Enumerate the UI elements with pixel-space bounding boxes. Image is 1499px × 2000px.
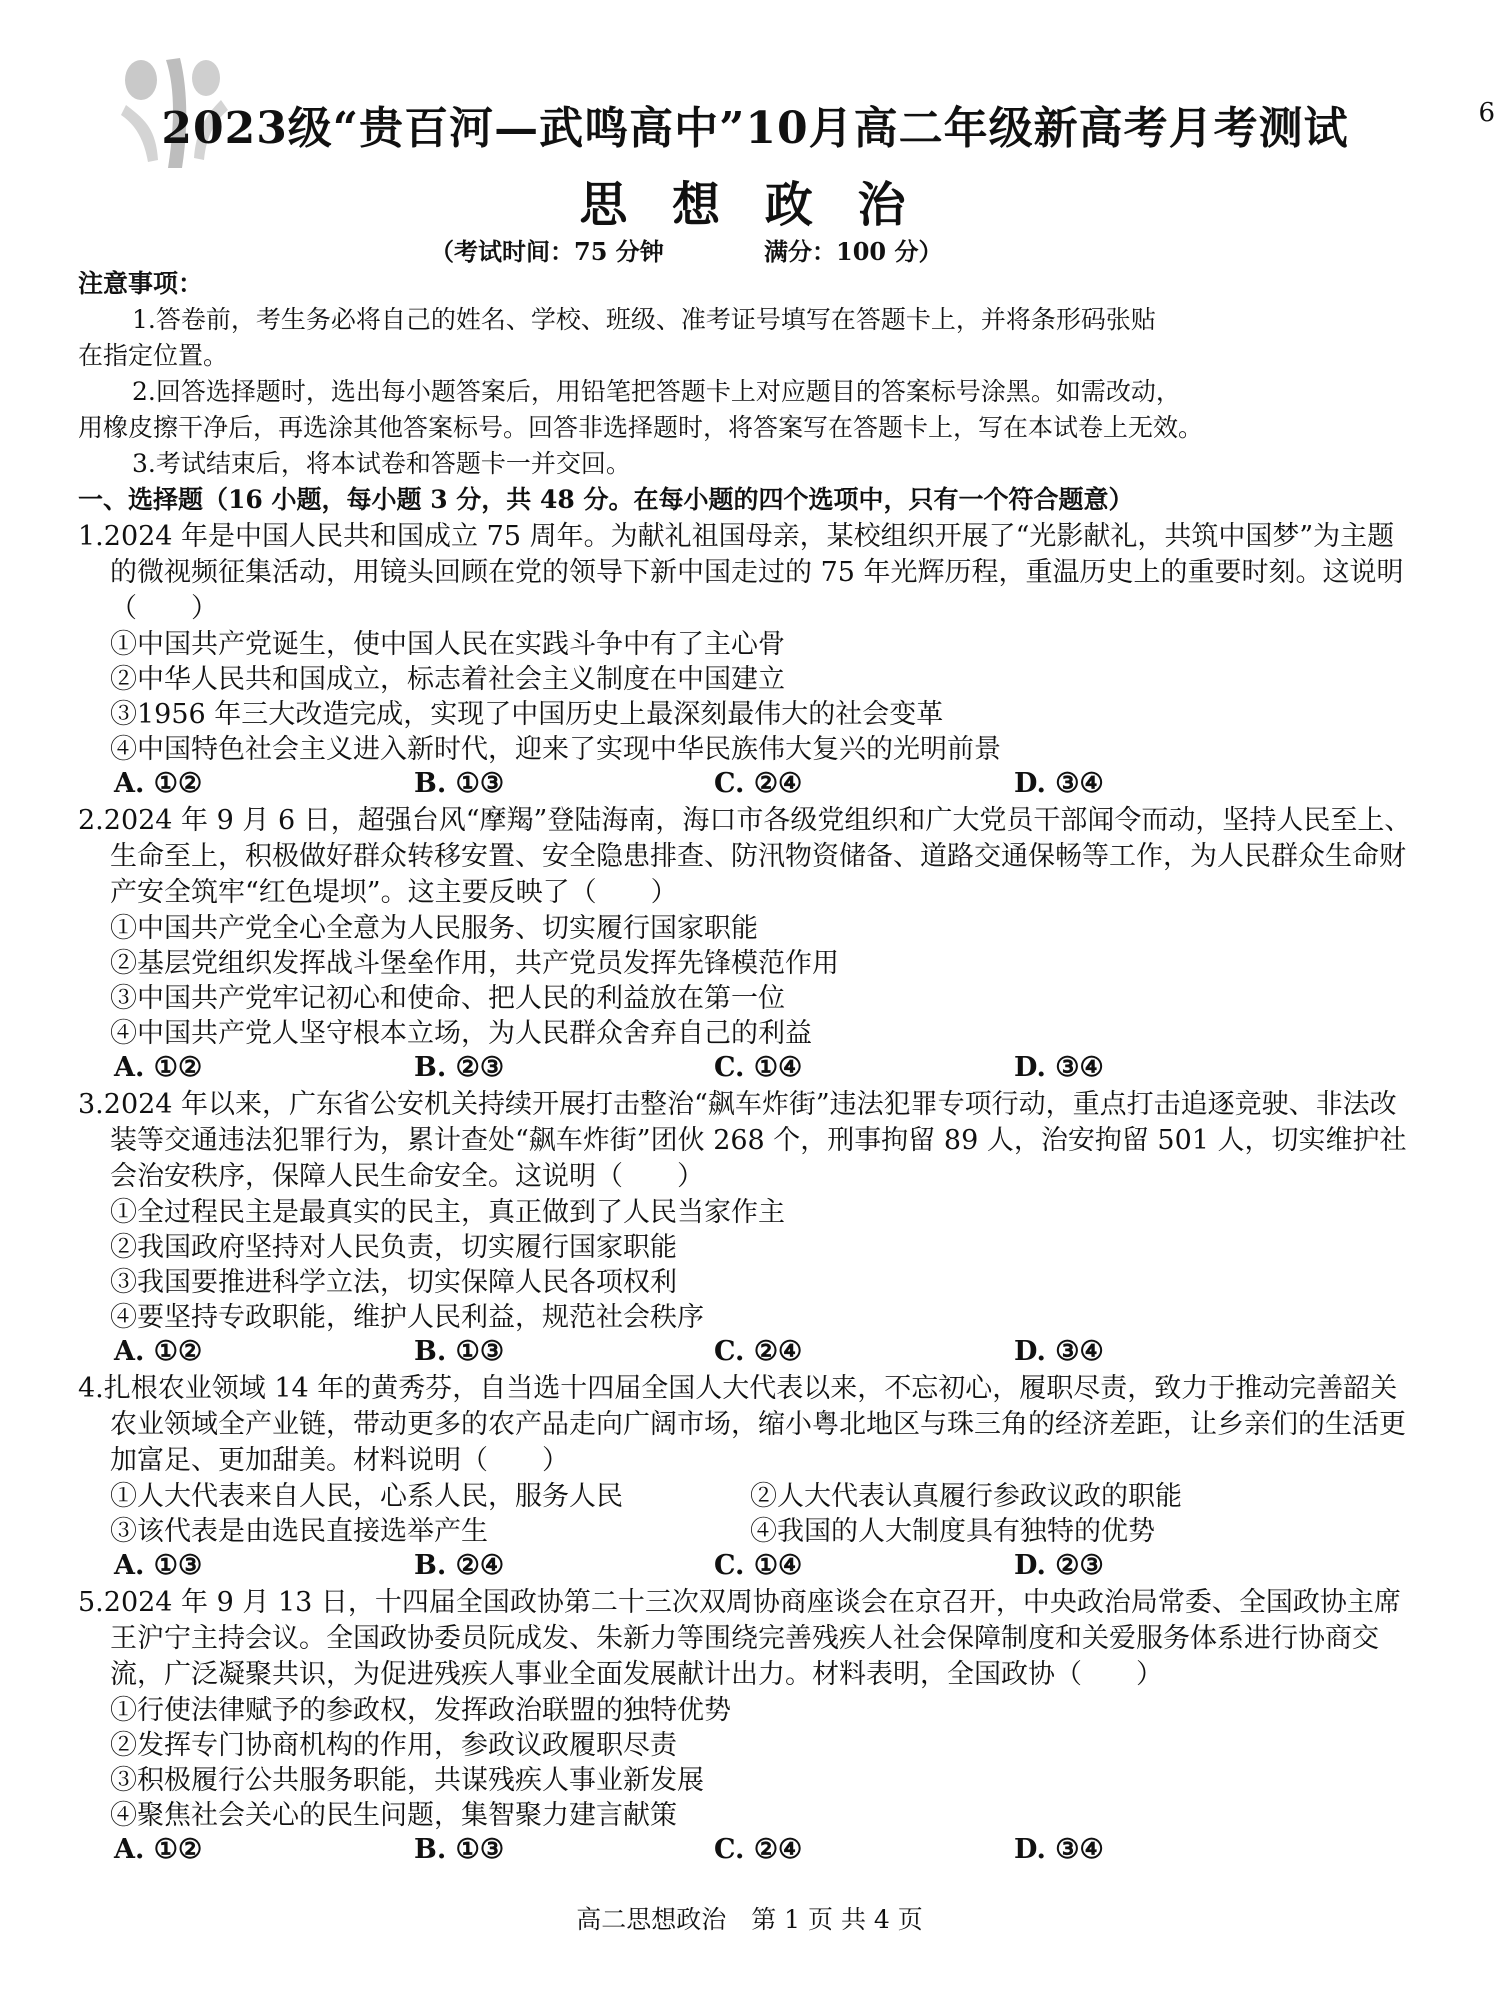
- answer-options: [78, 767, 1418, 801]
- page-footer: 高二思想政治 第 1 页 共 4 页: [576, 1905, 923, 1934]
- option-c: C. ②④: [714, 1834, 803, 1865]
- option-b: B. ①③: [414, 768, 505, 799]
- statement: ②基层党组织发挥战斗堡垒作用，共产党员发挥先锋模范作用: [110, 948, 839, 979]
- notice-item: 用橡皮擦干净后，再选涂其他答案标号。回答非选择题时，将答案写在答题卡上，写在本试卷上无效。: [78, 413, 1204, 442]
- option-b: B. ①③: [414, 1834, 505, 1865]
- answer-options: [78, 1335, 1418, 1369]
- statement: ④中国特色社会主义进入新时代，迎来了实现中华民族伟大复兴的光明前景: [110, 734, 1001, 765]
- option-b: B. ①③: [414, 1336, 505, 1367]
- statement: ④聚焦社会关心的民生问题，集智聚力建言献策: [110, 1800, 677, 1831]
- option-d: D. ③④: [1014, 1336, 1104, 1367]
- statement: ②我国政府坚持对人民负责，切实履行国家职能: [110, 1232, 677, 1263]
- page-edge-mark: 6: [1478, 98, 1495, 128]
- option-a: A. ①②: [114, 1336, 203, 1367]
- option-d: D. ③④: [1014, 1052, 1104, 1083]
- exam-info: [430, 232, 942, 267]
- question-stem: 2.2024 年 9 月 6 日，超强台风“摩羯”登陆海南，海口市各级党组织和广大党员干部闻令而动，坚持人民至上、生命至上，积极做好群众转移安置、安全隐患排查、防汛物资储备、道路交通保畅等工作，为人民群众生命财产安全筑牢“红色堤坝”。这主要反映了（ ）: [78, 805, 1412, 908]
- option-c: C. ①④: [714, 1052, 803, 1083]
- notice-item: 3.考试结束后，将本试卷和答题卡一并交回。: [132, 449, 631, 478]
- option-d: D. ②③: [1014, 1550, 1104, 1581]
- exam-time: （考试时间：75 分钟: [430, 237, 664, 266]
- option-b: B. ②④: [414, 1550, 505, 1581]
- option-a: A. ①③: [114, 1550, 203, 1581]
- question-5: [78, 1585, 1418, 1867]
- statement: ④我国的人大制度具有独特的优势: [750, 1516, 1155, 1547]
- notice-item: 1.答卷前，考生务必将自己的姓名、学校、班级、准考证号填写在答题卡上，并将条形码张贴: [132, 305, 1156, 334]
- exam-content: [78, 266, 1418, 1867]
- question-1: [78, 519, 1418, 801]
- statement: ①中国共产党诞生，使中国人民在实践斗争中有了主心骨: [110, 629, 785, 660]
- option-c: C. ①④: [714, 1550, 803, 1581]
- answer-options: [78, 1833, 1418, 1867]
- statement: ④中国共产党人坚守根本立场，为人民群众舍弃自己的利益: [110, 1018, 812, 1049]
- statement: ①中国共产党全心全意为人民服务、切实履行国家职能: [110, 913, 758, 944]
- statement: ③1956 年三大改造完成，实现了中国历史上最深刻最伟大的社会变革: [110, 699, 944, 730]
- question-2: [78, 803, 1418, 1085]
- statement: ②中华人民共和国成立，标志着社会主义制度在中国建立: [110, 664, 785, 695]
- statement: ③积极履行公共服务职能，共谋残疾人事业新发展: [110, 1765, 704, 1796]
- option-a: A. ①②: [114, 1052, 203, 1083]
- subject-title: 思 想 政 治: [579, 177, 920, 233]
- question-stem: 4.扎根农业领域 14 年的黄秀芬，自当选十四届全国人大代表以来，不忘初心，履职尽责，致力于推动完善韶关农业领域全产业链，带动更多的农产品走向广阔市场，缩小粤北地区与珠三角的经济差距，让乡亲们的生活更加富足、更加甜美。材料说明（ ）: [78, 1373, 1406, 1476]
- section-heading: 一、选择题（16 小题，每小题 3 分，共 48 分。在每小题的四个选项中，只有一个符合题意）: [78, 485, 1134, 514]
- answer-options: [78, 1051, 1418, 1085]
- option-c: C. ②④: [714, 768, 803, 799]
- notice-item: 2.回答选择题时，选出每小题答案后，用铅笔把答题卡上对应题目的答案标号涂黑。如需改动，: [132, 377, 1181, 406]
- option-b: B. ②③: [414, 1052, 505, 1083]
- statement: ②发挥专门协商机构的作用，参政议政履职尽责: [110, 1730, 677, 1761]
- statement: ③该代表是由选民直接选举产生: [110, 1516, 488, 1547]
- option-d: D. ③④: [1014, 1834, 1104, 1865]
- option-c: C. ②④: [714, 1336, 803, 1367]
- statement: ①行使法律赋予的参政权，发挥政治联盟的独特优势: [110, 1695, 731, 1726]
- notice-section: [78, 266, 1418, 482]
- statement: ③我国要推进科学立法，切实保障人民各项权利: [110, 1267, 677, 1298]
- statement: ③中国共产党牢记初心和使命、把人民的利益放在第一位: [110, 983, 785, 1014]
- question-4: [78, 1371, 1418, 1583]
- notice-item: 在指定位置。: [78, 341, 229, 370]
- full-score: 满分：100 分）: [764, 237, 943, 266]
- statement-row: [78, 1479, 1418, 1514]
- statement: ①全过程民主是最真实的民主，真正做到了人民当家作主: [110, 1197, 785, 1228]
- answer-options: [78, 1549, 1418, 1583]
- statement-row: [78, 1514, 1418, 1549]
- question-stem: 5.2024 年 9 月 13 日，十四届全国政协第二十三次双周协商座谈会在京召开，中央政治局常委、全国政协主席王沪宁主持会议。全国政协委员阮成发、朱新力等围绕完善残疾人社会保障制度和关爱服务体系进行协商交流，广泛凝聚共识，为促进残疾人事业全面发展献计出力。材料表明，全国政协（ ）: [78, 1587, 1401, 1690]
- option-d: D. ③④: [1014, 768, 1104, 799]
- option-a: A. ①②: [114, 1834, 203, 1865]
- question-3: [78, 1087, 1418, 1369]
- statement: ①人大代表来自人民，心系人民，服务人民: [110, 1481, 623, 1512]
- exam-title: 2023级“贵百河—武鸣高中”10月高二年级新高考月考测试: [161, 103, 1349, 154]
- notice-heading: 注意事项：: [78, 269, 204, 298]
- statement: ④要坚持专政职能，维护人民利益，规范社会秩序: [110, 1302, 704, 1333]
- statement: ②人大代表认真履行参政议政的职能: [750, 1481, 1182, 1512]
- question-stem: 1.2024 年是中国人民共和国成立 75 周年。为献礼祖国母亲，某校组织开展了“光影献礼，共筑中国梦”为主题的微视频征集活动，用镜头回顾在党的领导下新中国走过的 75 年光辉历程，重温历史上的重要时刻。这说明（ ）: [78, 521, 1404, 624]
- option-a: A. ①②: [114, 768, 203, 799]
- question-stem: 3.2024 年以来，广东省公安机关持续开展打击整治“飙车炸街”违法犯罪专项行动，重点打击追逐竞驶、非法改装等交通违法犯罪行为，累计查处“飙车炸街”团伙 268 个，刑事拘留 89 人，治安拘留 501 人，切实维护社会治安秩序，保障人民生命安全。这说明（ ）: [78, 1089, 1407, 1192]
